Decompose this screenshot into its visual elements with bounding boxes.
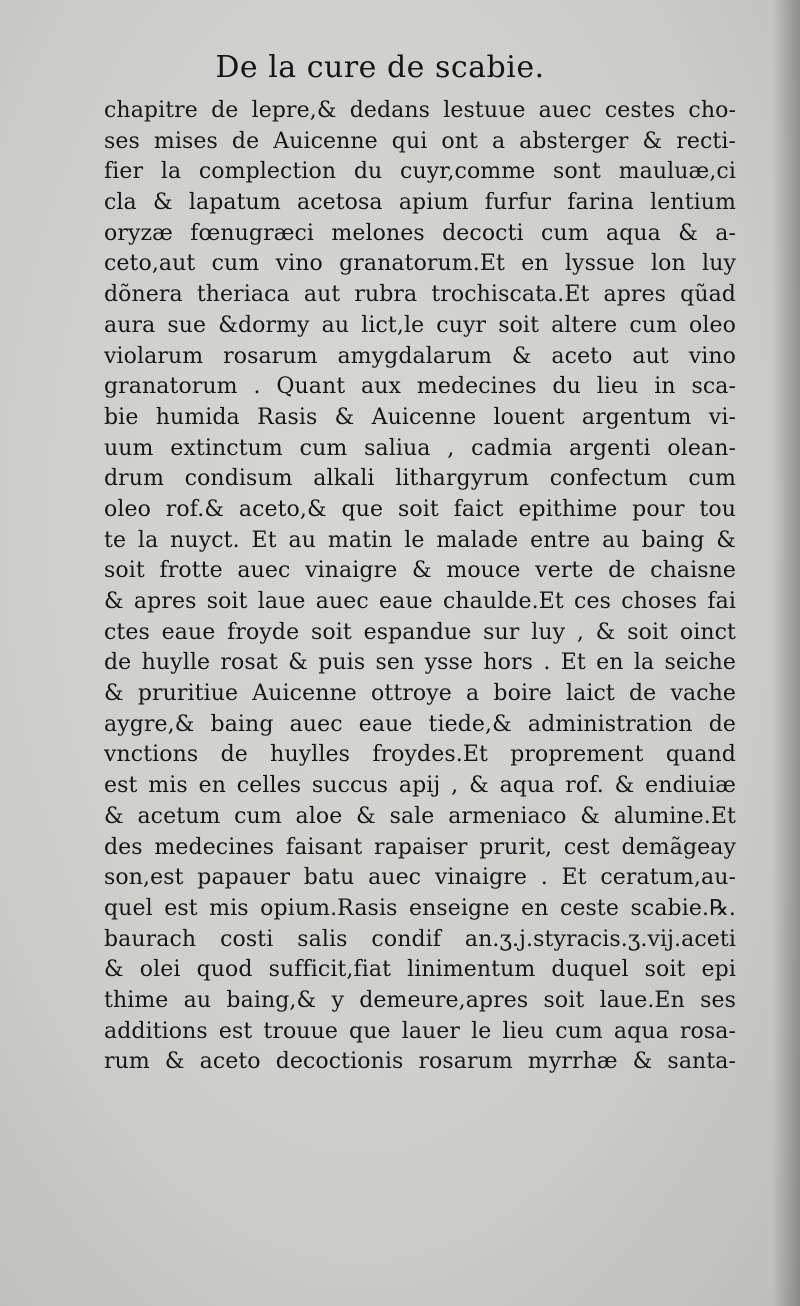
text-line: aygre,& baing auec eaue tiede,& administration de (104, 711, 736, 737)
text-line: dõnera theriaca aut rubra trochiscata.Et apres qũad (104, 282, 736, 308)
text-line: & acetum cum aloe & sale armeniaco & alumine.Et (104, 803, 736, 829)
body-text (104, 96, 736, 1078)
text-line: de huylle rosat & puis sen ysse hors . Et en la seiche (104, 650, 736, 676)
text-line: soit frotte auec vinaigre & mouce verte de chaisne (104, 558, 736, 584)
text-line: ceto,aut cum vino granatorum.Et en lyssue lon luy (104, 251, 736, 277)
page-edge-shadow (772, 0, 800, 1306)
text-line: granatorum . Quant aux medecines du lieu in sca- (104, 374, 736, 400)
text-line: quel est mis opium.Rasis enseigne en ceste scabie.℞. (104, 895, 736, 921)
text-line: son,est papauer batu auec vinaigre . Et ceratum,au- (104, 865, 736, 891)
text-line: ctes eaue froyde soit espandue sur luy , & soit oinct (104, 619, 736, 645)
text-line: chapitre de lepre,& dedans lestuue auec cestes cho- (104, 98, 736, 123)
text-line: thime au baing,& y demeure,apres soit laue.En ses (104, 987, 736, 1013)
text-line: & apres soit laue auec eaue chaulde.Et ces choses fai (104, 589, 736, 614)
text-line: ses mises de Auicenne qui ont a absterger & recti- (104, 128, 736, 154)
text-line: violarum rosarum amygdalarum & aceto aut vino (104, 343, 736, 369)
text-line: baurach costi salis condif an.ʒ.j.styracis.ʒ.vij.aceti (104, 926, 736, 952)
text-line: & olei quod sufficit,fiat linimentum duquel soit epi (104, 957, 736, 983)
text-line: oryzæ fœnugræci melones decocti cum aqua & a- (104, 220, 736, 246)
text-line: fier la complection du cuyr,comme sont mauluæ,ci (104, 159, 736, 185)
text-line: des medecines faisant rapaiser prurit, cest demãgeay (104, 834, 736, 860)
text-line: rum & aceto decoctionis rosarum myrrhæ & santa- (104, 1049, 736, 1075)
text-line: vnctions de huylles froydes.Et proprement quand (104, 742, 736, 768)
text-line: oleo rof.& aceto,& que soit faict epithime pour tou (104, 496, 736, 522)
text-line: est mis en celles succus apij , & aqua rof. & endiuiæ (104, 773, 736, 799)
text-line: additions est trouue que lauer le lieu cum aqua rosa- (104, 1018, 736, 1044)
text-line: uum extinctum cum saliua , cadmia argenti olean- (104, 435, 736, 461)
text-line: te la nuyct. Et au matin le malade entre au baing & (104, 527, 736, 553)
text-line: & pruritiue Auicenne ottroye a boire laict de vache (104, 681, 736, 707)
running-head: De la cure de scabie. (215, 50, 545, 85)
text-line: drum condisum alkali lithargyrum confectum cum (104, 466, 736, 492)
text-line: aura sue &dormy au lict,le cuyr soit altere cum oleo (104, 312, 736, 338)
text-line: bie humida Rasis & Auicenne louent argentum vi- (104, 404, 736, 430)
text-line: cla & lapatum acetosa apium furfur farina lentium (104, 190, 736, 216)
